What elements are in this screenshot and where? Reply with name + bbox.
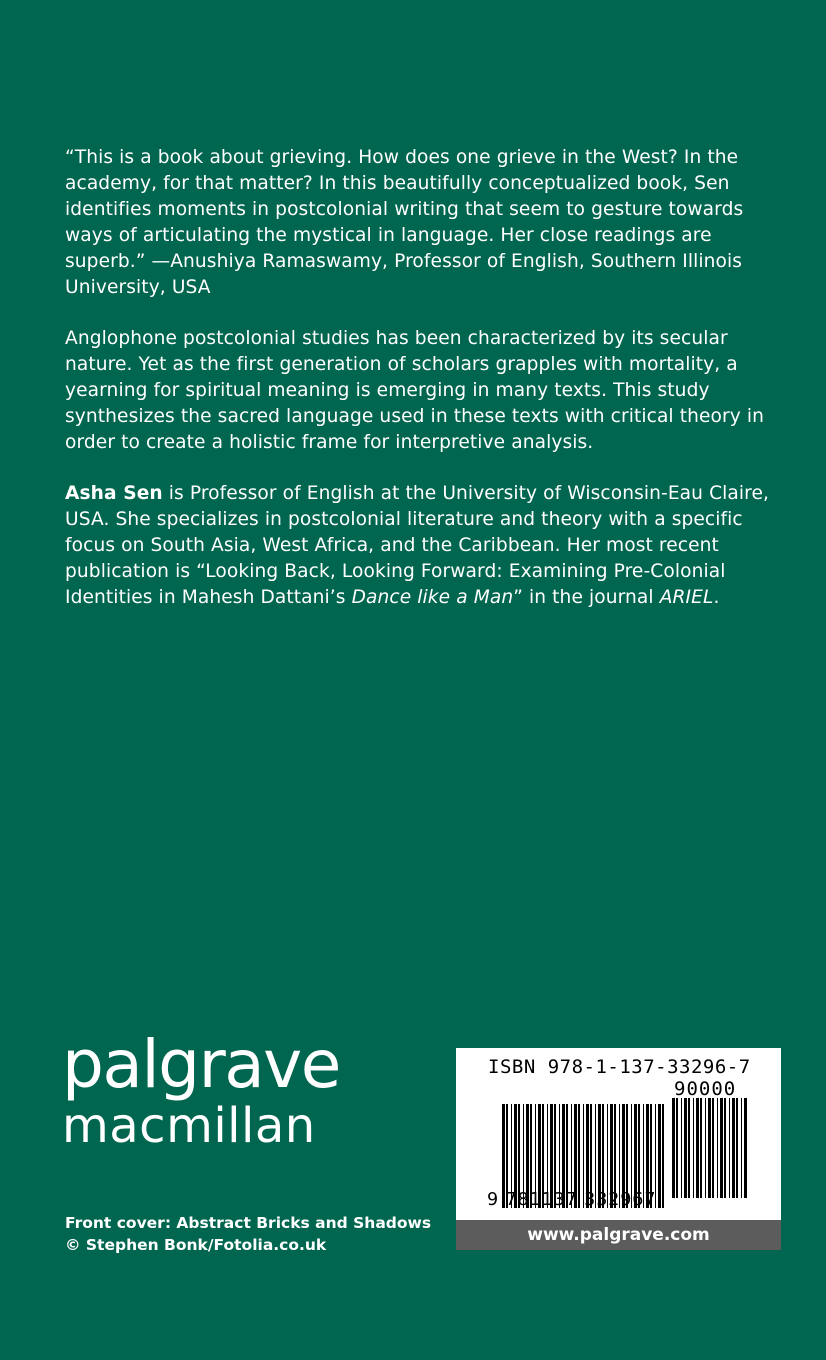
publisher-url[interactable]: www.palgrave.com	[456, 1220, 781, 1250]
addon-digits: 90000	[674, 1078, 737, 1100]
book-summary	[65, 326, 785, 456]
barcode-bar	[717, 1098, 718, 1198]
barcode-bar	[736, 1098, 738, 1198]
barcode-bar	[744, 1098, 747, 1198]
barcode-bar	[676, 1098, 678, 1198]
author-bio-part1: is Professor of English at the University of Wisconsin-Eau Claire, USA. She specializes in postcolonial literature and theory with a specific focus on South Asia, West Africa, and the Caribbean. Her most recent publication is “Looking Back, Looking Forward: Examining Pre-Colonial Identities in Mahesh Dattani’s	[65, 483, 770, 608]
summary-text: Anglophone postcolonial studies has been characterized by its secular nature. Yet as the first generation of scholars grapples with mortality, a yearning for spiritual meaning is emerging in many texts. This study synthesizes the sacred language used in these texts with critical theory in order to create a holistic frame for interpretive analysis.	[65, 328, 765, 453]
author-bio-end: .	[713, 587, 720, 608]
barcode-bar	[708, 1098, 711, 1198]
isbn-label: ISBN 978-1-137-33296-7	[488, 1056, 751, 1078]
barcode-digits: 9 781137 332967	[487, 1190, 657, 1210]
barcode-bar	[696, 1098, 699, 1198]
barcode-bar	[684, 1098, 687, 1198]
barcode-bar	[724, 1098, 726, 1198]
barcode-bar	[712, 1098, 714, 1198]
endorsement-text: “This is a book about grieving. How does one grieve in the West? In the academy, for that matter? In this beautifully conceptualized book, Sen identifies moments in postcolonial writing that seem to gesture towards ways of articulating the mystical in language. Her close readings are superb.” —Anushiya Ramaswamy, Professor of English, Southern Illinois University, USA	[65, 147, 744, 298]
barcode-bar	[700, 1098, 702, 1198]
journal-name: ARIEL	[659, 587, 714, 608]
barcode-bar	[681, 1098, 682, 1198]
author-bio-text	[65, 481, 785, 611]
barcode-bar	[732, 1098, 735, 1198]
cover-credit	[65, 1212, 431, 1256]
cover-credit-line1: Front cover: Abstract Bricks and Shadows	[65, 1214, 432, 1232]
publisher-logo	[62, 1026, 340, 1154]
endorsement-quote	[65, 145, 785, 301]
barcode-bar	[741, 1098, 742, 1198]
logo-palgrave: palgrave	[62, 1026, 340, 1103]
barcode-bar	[662, 1104, 664, 1208]
logo-macmillan: macmillan	[62, 1098, 316, 1154]
author-bio	[65, 481, 785, 611]
barcode-bar	[729, 1098, 730, 1198]
author-name: Asha Sen	[65, 483, 163, 504]
barcode-bar	[720, 1098, 723, 1198]
barcode-bar	[672, 1098, 675, 1198]
author-bio-part2: ” in the journal	[513, 587, 660, 608]
barcode-bar	[705, 1098, 706, 1198]
barcode-bar	[693, 1098, 694, 1198]
work-title: Dance like a Man	[351, 587, 514, 608]
cover-credit-line2: © Stephen Bonk/Fotolia.co.uk	[65, 1236, 327, 1254]
barcode-bar	[688, 1098, 690, 1198]
barcode-panel	[456, 1048, 781, 1220]
barcode-bar	[658, 1104, 661, 1208]
